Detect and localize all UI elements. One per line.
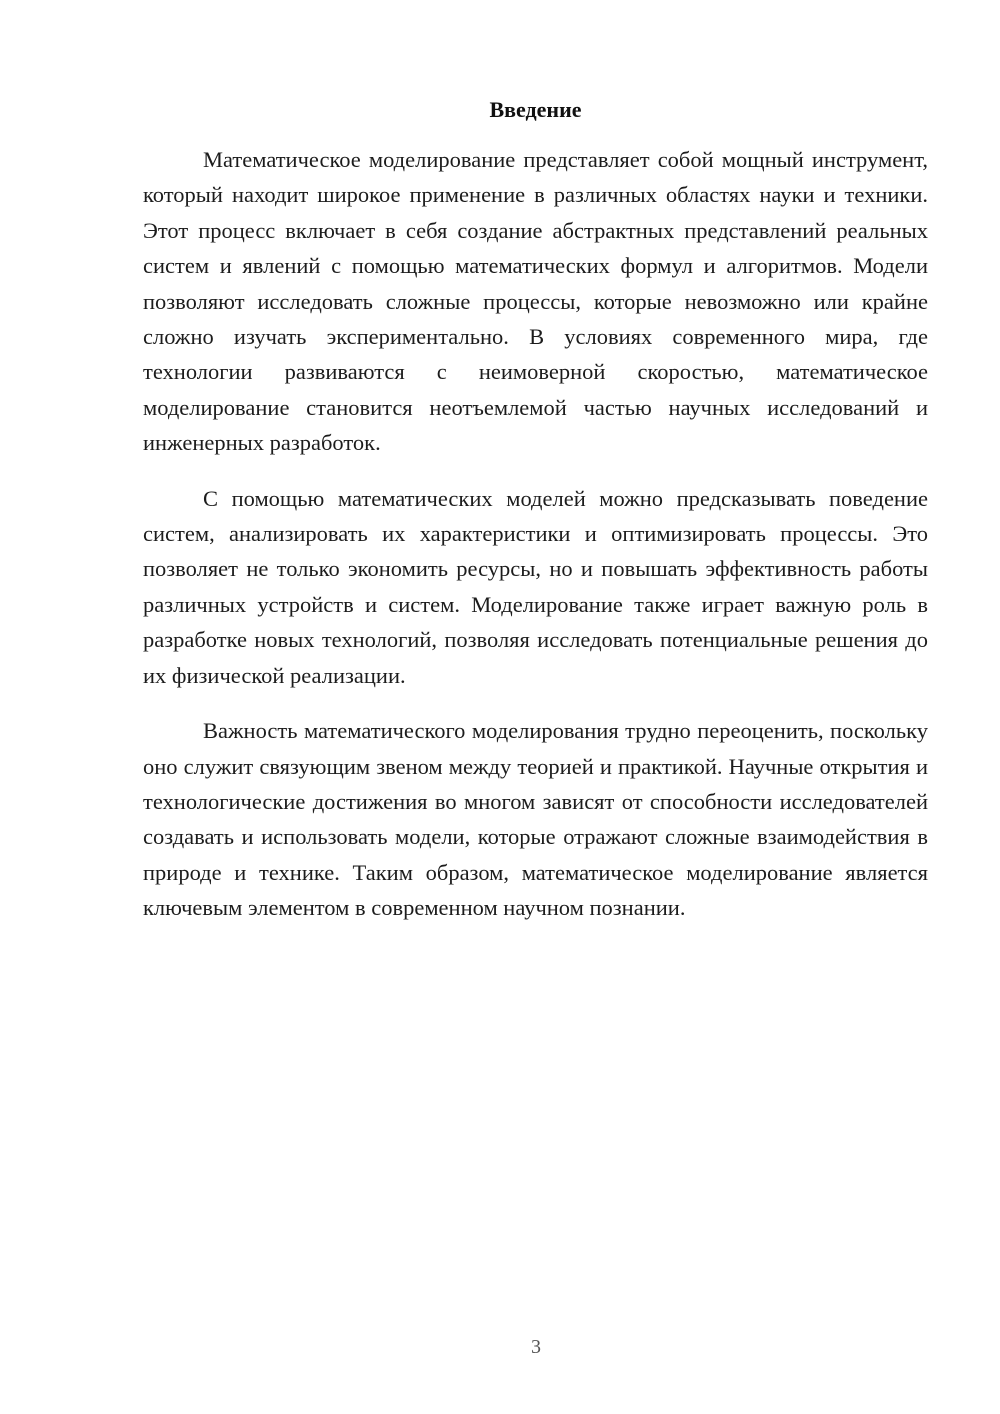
page-number: 3 [531,1336,541,1358]
page-content [143,92,928,946]
paragraph-applications: С помощью математических моделей можно предсказывать поведение систем, анализировать их характеристики и оптимизировать процессы. Это позволяет не только экономить ресурсы, но и повышать эффективность работы различных устройств и систем. Моделирование также играет важную роль в разработке новых технологий, позволяя исследовать потенциальные решения до их физической реализации. [143,485,928,688]
paragraph-importance: Важность математического моделирования трудно переоценить, поскольку оно служит связующим звеном между теорией и практикой. Научные открытия и технологические достижения во многом зависят от способности исследователей создавать и использовать модели, которые отражают сложные взаимодействия в природе и технике. Таким образом, математическое моделирование является ключевым элементом в современном научном познании. [143,718,928,921]
section-heading: Введение [489,97,582,122]
paragraph-intro: Математическое моделирование представляет собой мощный инструмент, который находит широкое применение в различных областях науки и техники. Этот процесс включает в себя создание абстрактных представлений реальных систем и явлений с помощью математических формул и алгоритмов. Модели позволяют исследовать сложные процессы, которые невозможно или крайне сложно изучать экспериментально. В условиях современного мира, где технологии развиваются с неимоверной скоростью, математическое моделирование становится неотъемлемой частью научных исследований и инженерных разработок. [143,147,928,456]
